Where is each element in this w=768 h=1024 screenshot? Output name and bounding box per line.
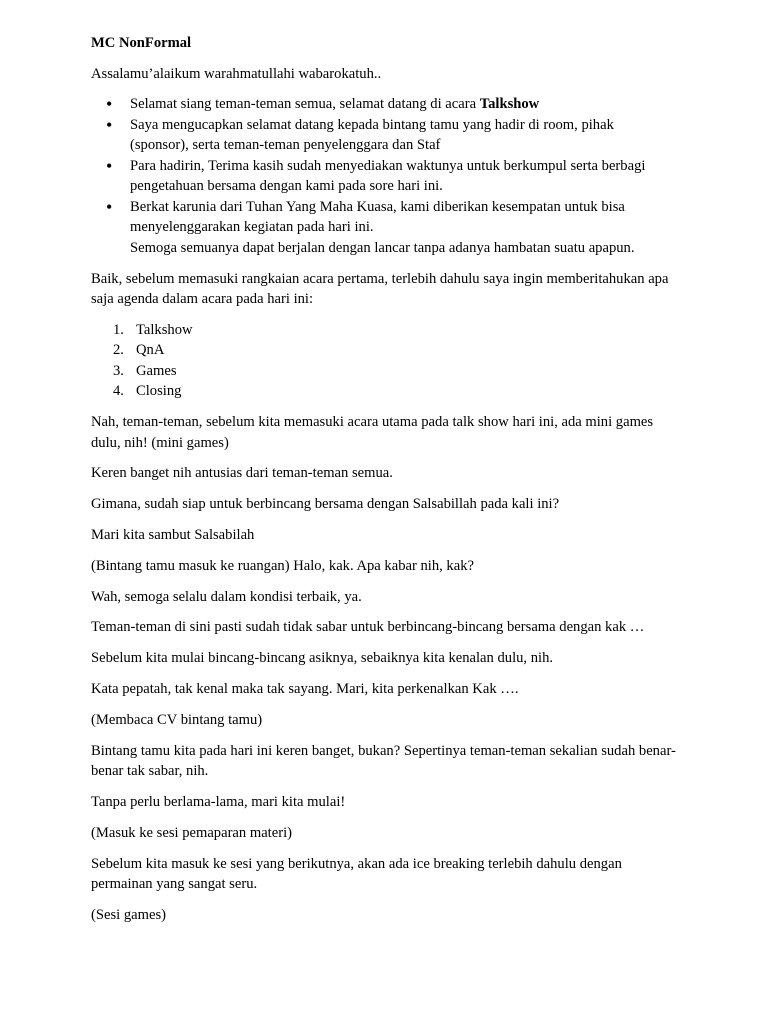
agenda-number: 3. xyxy=(113,362,124,379)
agenda-intro-paragraph: Baik, sebelum memasuki rangkaian acara pertama, terlebih dahulu saya ingin memberitahukan apa saja agenda dalam acara pada hari ini: xyxy=(91,270,669,308)
bullet-text: Para hadirin, Terima kasih sudah menyediakan waktunya untuk berkumpul serta berbagi pengetahuan bersama dengan kami pada sore hari ini. xyxy=(130,157,646,195)
bullet-text: Saya mengucapkan selamat datang kepada bintang tamu yang hadir di room, pihak (sponsor), serta teman-teman penyelenggara dan Staf xyxy=(130,116,614,154)
body-paragraph: Sebelum kita masuk ke sesi yang berikutnya, akan ada ice breaking terlebih dahulu dengan permainan yang sangat seru. xyxy=(91,855,622,893)
agenda-label: QnA xyxy=(136,342,165,359)
body-paragraph: Sebelum kita mulai bincang-bincang asiknya, sebaiknya kita kenalan dulu, nih. xyxy=(91,650,554,667)
agenda-number: 1. xyxy=(113,321,124,338)
body-paragraph: (Sesi games) xyxy=(91,906,166,923)
body-paragraph: Teman-teman di sini pasti sudah tidak sabar untuk berbincang-bincang bersama dengan kak … xyxy=(91,619,645,636)
bullet-text: Berkat karunia dari Tuhan Yang Maha Kuasa, kami diberikan kesempatan untuk bisa menyelenggarakan kegiatan pada hari ini. xyxy=(130,198,625,236)
body-paragraph: Keren banget nih antusias dari teman-teman semua. xyxy=(91,465,393,482)
body-paragraph: (Membaca CV bintang tamu) xyxy=(91,711,263,728)
agenda-list xyxy=(91,320,676,402)
body-paragraph: Mari kita sambut Salsabilah xyxy=(91,527,255,544)
agenda-item xyxy=(113,320,676,341)
body-paragraph: Tanpa perlu berlama-lama, mari kita mulai! xyxy=(91,793,346,810)
agenda-number: 2. xyxy=(113,342,124,359)
agenda-label: Games xyxy=(136,362,177,379)
agenda-label: Talkshow xyxy=(136,321,193,338)
bullet-item xyxy=(130,156,676,197)
opening-bullet-list xyxy=(91,94,676,258)
bullet-text: Selamat siang teman-teman semua, selamat datang di acara xyxy=(130,96,480,113)
body-paragraph: Wah, semoga selalu dalam kondisi terbaik, ya. xyxy=(91,588,362,605)
body-paragraph: Bintang tamu kita pada hari ini keren banget, bukan? Sepertinya teman-teman sekalian sudah benar-benar tak sabar, nih. xyxy=(91,742,676,780)
body-paragraph: Gimana, sudah siap untuk berbincang bersama dengan Salsabillah pada kali ini? xyxy=(91,496,560,513)
agenda-label: Closing xyxy=(136,383,182,400)
body-paragraph: (Bintang tamu masuk ke ruangan) Halo, kak. Apa kabar nih, kak? xyxy=(91,557,474,574)
bullet-item xyxy=(130,94,676,115)
body-paragraph: Nah, teman-teman, sebelum kita memasuki acara utama pada talk show hari ini, ada mini games dulu, nih! (mini games) xyxy=(91,414,654,451)
bullet-item xyxy=(130,115,676,156)
body-paragraph: Kata pepatah, tak kenal maka tak sayang. Mari, kita perkenalkan Kak …. xyxy=(91,681,519,698)
greeting-paragraph: Assalamu’alaikum warahmatullahi wabarokatuh.. xyxy=(91,65,382,82)
bullet-item xyxy=(130,197,676,259)
document-title: MC NonFormal xyxy=(91,35,192,51)
agenda-item xyxy=(113,381,676,402)
body-paragraph: (Masuk ke sesi pemaparan materi) xyxy=(91,824,292,841)
agenda-item xyxy=(113,361,676,382)
bullet-text-continued: Semoga semuanya dapat berjalan dengan lancar tanpa adanya hambatan suatu apapun. xyxy=(130,239,635,256)
agenda-number: 4. xyxy=(113,383,124,400)
bullet-bold-text: Talkshow xyxy=(479,96,540,113)
agenda-item xyxy=(113,340,676,361)
